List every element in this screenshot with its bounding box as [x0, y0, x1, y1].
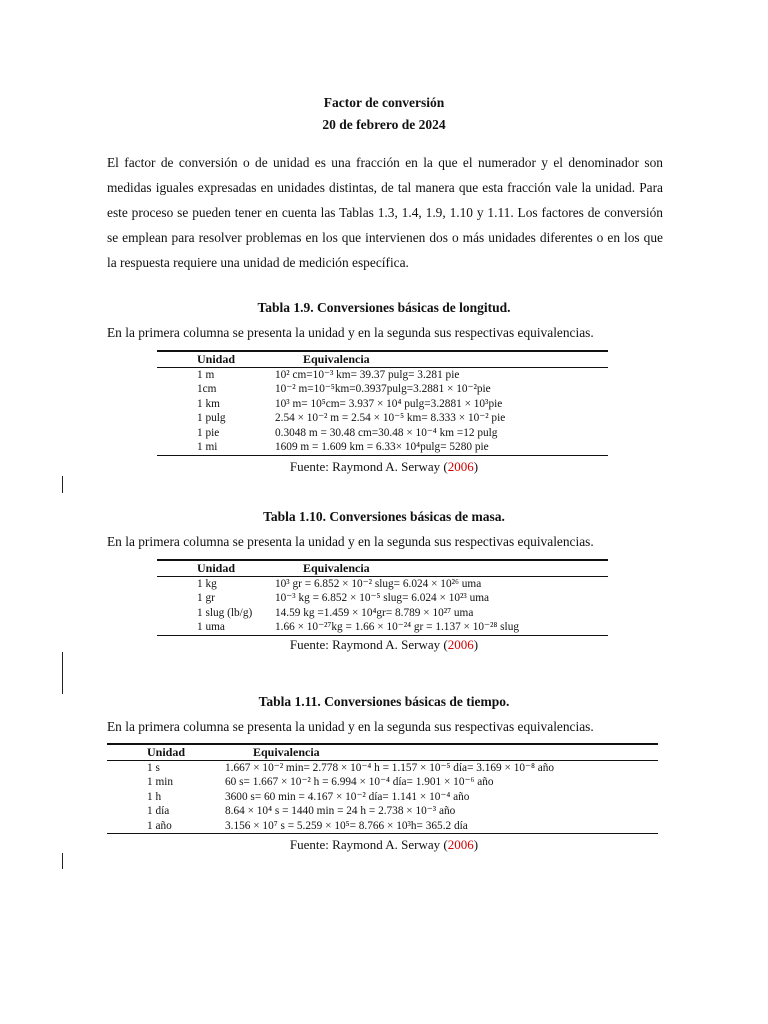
document-title: Factor de conversión [323, 95, 445, 110]
unit-cell: 1 h [147, 790, 162, 803]
unit-cell: 1 año [147, 819, 172, 832]
equivalence-cell: 10³ gr = 6.852 × 10⁻² slug= 6.024 × 10²⁶ uma [275, 577, 482, 590]
equivalence-cell: 0.3048 m = 30.48 cm=30.48 × 10⁻⁴ km =12 pulg [275, 426, 498, 439]
document-date: 20 de febrero de 2024 [322, 117, 446, 132]
equivalence-cell: 60 s= 1.667 × 10⁻² h = 6.994 × 10⁻⁴ día= 1.901 × 10⁻⁶ año [225, 776, 494, 788]
equivalence-cell: 10² cm=10⁻³ km= 39.37 pulg= 3.281 pie [275, 368, 460, 381]
table-row [107, 790, 658, 805]
table-row [107, 760, 658, 775]
table-caption-mass: Tabla 1.10. Conversiones básicas de masa. [263, 509, 505, 524]
unit-cell: 1 día [147, 805, 170, 817]
text-cursor-mark [62, 476, 63, 493]
table-source-length [0, 459, 768, 475]
table-description-time: En la primera columna se presenta la unidad y en la segunda sus respectivas equivalencias. [107, 719, 594, 734]
table-row [157, 606, 608, 621]
header-equivalencia: Equivalencia [303, 561, 370, 575]
table-row [107, 804, 658, 819]
unit-cell: 1 m [197, 368, 215, 381]
table-header-row [157, 560, 608, 576]
source-year-link[interactable]: 2006 [447, 637, 474, 652]
source-text: Fuente: Raymond A. Serway ( [289, 459, 448, 474]
equivalence-cell: 10⁻³ kg = 6.852 × 10⁻⁵ slug= 6.024 × 10²³ uma [275, 592, 490, 604]
time-table [107, 743, 658, 834]
equivalence-cell: 3.156 × 10⁷ s = 5.259 × 10⁵= 8.766 × 10³h= 365.2 día [225, 819, 468, 832]
header-equivalencia: Equivalencia [303, 352, 370, 366]
source-close: ) [473, 459, 479, 474]
equivalence-cell: 3600 s= 60 min = 4.167 × 10⁻² día= 1.141 × 10⁻⁴ año [225, 790, 470, 803]
header-unidad: Unidad [147, 745, 186, 759]
table-description-length: En la primera columna se presenta la unidad y en la segunda sus respectivas equivalencias. [107, 325, 594, 340]
source-text: Fuente: Raymond A. Serway ( [289, 637, 448, 652]
equivalence-cell: 14.59 kg =1.459 × 10⁴gr= 8.789 × 10²⁷ uma [275, 606, 474, 619]
unit-cell: 1 min [147, 776, 174, 788]
header-equivalencia: Equivalencia [253, 745, 320, 759]
table-row [157, 426, 608, 441]
table-row [107, 775, 658, 790]
equivalence-cell: 10⁻² m=10⁻⁵km=0.3937pulg=3.2881 × 10⁻²pie [275, 383, 491, 395]
table-caption-length: Tabla 1.9. Conversiones básicas de longitud. [257, 300, 511, 315]
equivalence-cell: 1609 m = 1.609 km = 6.33× 10⁴pulg= 5280 pie [275, 441, 489, 453]
equivalence-cell: 10³ m= 10⁵cm= 3.937 × 10⁴ pulg=3.2881 × 10³pie [275, 397, 503, 410]
table-row [157, 620, 608, 635]
table-row [157, 367, 608, 382]
unit-cell: 1 kg [197, 577, 217, 590]
equivalence-cell: 2.54 × 10⁻² m = 2.54 × 10⁻⁵ km= 8.333 × 10⁻² pie [275, 412, 506, 424]
source-year-link[interactable]: 2006 [447, 837, 474, 852]
text-cursor-mark [62, 652, 63, 694]
source-text: Fuente: Raymond A. Serway ( [289, 837, 448, 852]
unit-cell: 1 s [147, 761, 160, 774]
table-row [157, 591, 608, 606]
unit-cell: 1cm [197, 383, 217, 395]
table-row [157, 440, 608, 455]
table-caption-time: Tabla 1.11. Conversiones básicas de tiempo. [258, 694, 510, 709]
unit-cell: 1 slug (lb/g) [197, 606, 253, 619]
title-block [0, 92, 768, 136]
equivalence-cell: 1.66 × 10⁻²⁷kg = 1.66 × 10⁻²⁴ gr = 1.137 × 10⁻²⁸ slug [275, 621, 519, 633]
equivalence-cell: 1.667 × 10⁻² min= 2.778 × 10⁻⁴ h = 1.157 × 10⁻⁵ día= 3.169 × 10⁻⁸ año [225, 761, 555, 774]
source-close: ) [473, 837, 479, 852]
length-table [157, 350, 608, 456]
unit-cell: 1 pie [197, 426, 220, 439]
intro-paragraph: El factor de conversión o de unidad es una fracción en la que el numerador y el denominador son medidas iguales expresadas en unidades distintas, de tal manera que esta fracción vale la unidad. Para este proceso se pueden tener en cuenta las Tablas 1.3, 1.4, 1.9, 1.10 y 1.11. Los factores de conversión se emplean para resolver problemas en los que intervienen dos o más unidades diferentes o en los que la respuesta requiere una unidad de medición específica. [107, 155, 663, 270]
header-unidad: Unidad [197, 561, 236, 575]
header-unidad: Unidad [197, 352, 236, 366]
table-source-mass [0, 637, 768, 653]
table-header-row [107, 744, 658, 760]
table-row [157, 411, 608, 426]
source-year-link[interactable]: 2006 [447, 459, 474, 474]
table-row [157, 576, 608, 591]
table-source-time [0, 837, 768, 853]
table-row [157, 382, 608, 397]
table-row [157, 397, 608, 412]
table-header-row [157, 351, 608, 367]
unit-cell: 1 mi [197, 441, 218, 453]
table-description-mass: En la primera columna se presenta la unidad y en la segunda sus respectivas equivalencias. [107, 534, 594, 549]
unit-cell: 1 gr [197, 592, 215, 604]
table-row [107, 819, 658, 834]
unit-cell: 1 km [197, 397, 220, 410]
mass-table [157, 559, 608, 636]
unit-cell: 1 uma [197, 621, 225, 633]
unit-cell: 1 pulg [197, 412, 226, 424]
text-cursor-mark [62, 853, 63, 869]
source-close: ) [473, 637, 479, 652]
equivalence-cell: 8.64 × 10⁴ s = 1440 min = 24 h = 2.738 × 10⁻³ año [225, 805, 456, 817]
